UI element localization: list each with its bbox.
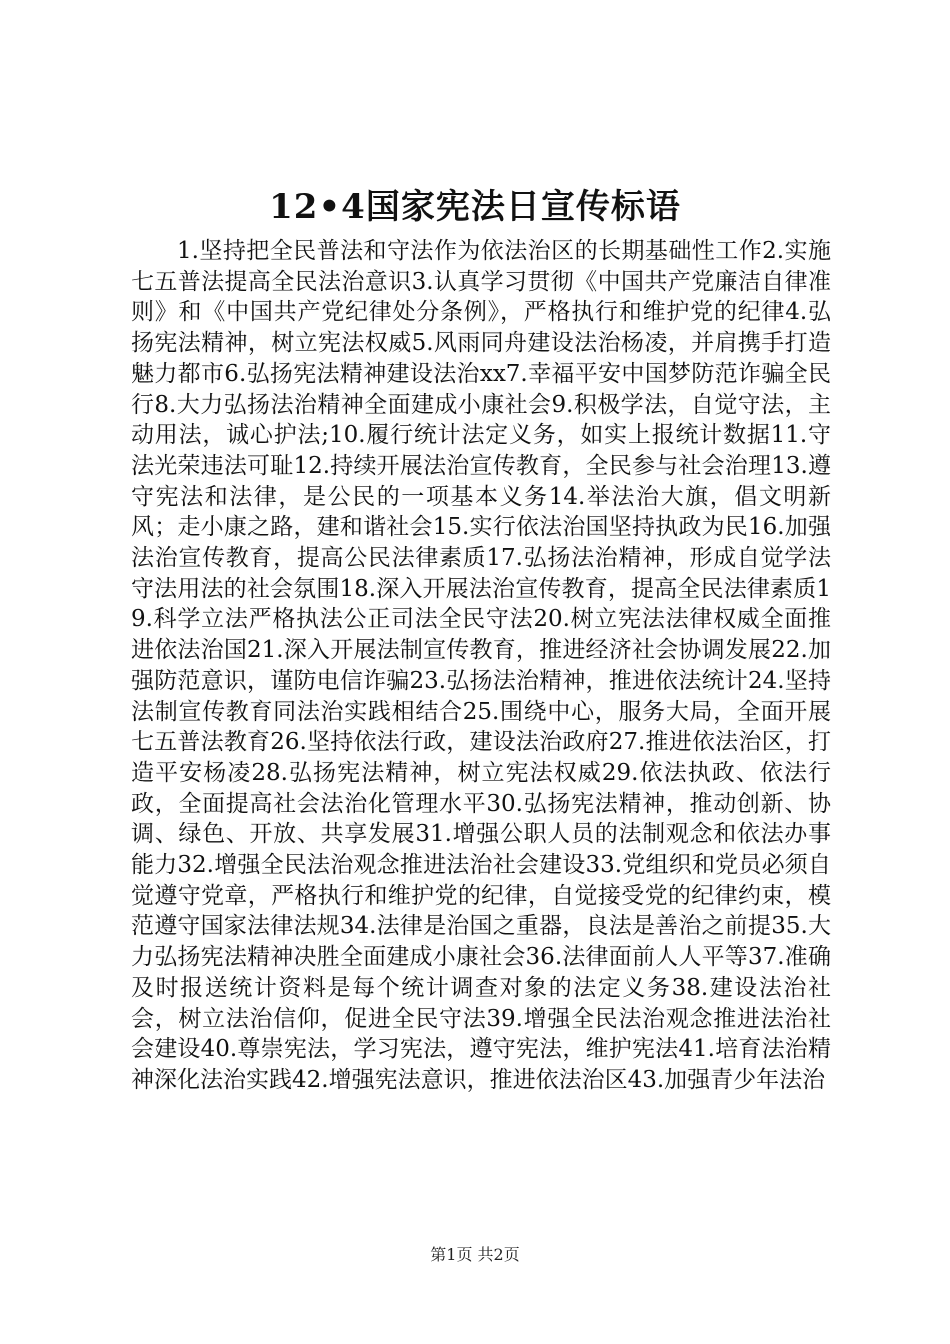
page-number-footer: 第1页 共2页 [430,1245,520,1264]
document-body-text: 1.坚持把全民普法和守法作为依法治区的长期基础性工作2.实施七五普法提高全民法治意识3.认真学习贯彻《中国共产党廉洁自律准则》和《中国共产党纪律处分条例》，严格执行和维护党的纪律4.弘扬宪法精神，树立宪法权威5.风雨同舟建设法治杨凌，并肩携手打造魅力都市6.弘扬宪法精神建设法治xx7.幸福平安中国梦防范诈骗全民行8.大力弘扬法治精神全面建成小康社会9.积极学法，自觉守法，主动用法，诚心护法;10.履行统计法定义务，如实上报统计数据11.守法光荣违法可耻12.持续开展法治宣传教育，全民参与社会治理13.遵守宪法和法律，是公民的一项基本义务14.举法治大旗，倡文明新风；走小康之路，建和谐社会15.实行依法治国坚持执政为民16.加强法治宣传教育，提高公民法律素质17.弘扬法治精神，形成自觉学法守法用法的社会氛围18.深入开展法治宣传教育，提高全民法律素质19.科学立法严格执法公正司法全民守法20.树立宪法法律权威全面推进依法治国21.深入开展法制宣传教育，推进经济社会协调发展22.加强防范意识，谨防电信诈骗23.弘扬法治精神，推进依法统计24.坚持法制宣传教育同法治实践相结合25.围绕中心，服务大局，全面开展七五普法教育26.坚持依法行政，建设法治政府27.推进依法治区，打造平安杨凌28.弘扬宪法精神，树立宪法权威29.依法执政、依法行政，全面提高社会法治化管理水平30.弘扬宪法精神，推动创新、协调、绿色、开放、共享发展31.增强公职人员的法制观念和依法办事能力32.增强全民法治观念推进法治社会建设33.党组织和党员必须自觉遵守党章，严格执行和维护党的纪律，自觉接受党的纪律约束，模范遵守国家法律法规34.法律是治国之重器，良法是善治之前提35.大力弘扬宪法精神决胜全面建成小康社会36.法律面前人人平等37.准确及时报送统计资料是每个统计调查对象的法定义务38.建设法治社会，树立法治信仰，促进全民守法39.增强全民法治观念推进法治社会建设40.尊崇宪法，学习宪法，遵守宪法，维护宪法41.培育法治精神深化法治实践42.增强宪法意识，推进依法治区43.加强青少年法治 [131,238,831,1093]
document-title: 12•4国家宪法日宣传标语 [269,187,681,227]
